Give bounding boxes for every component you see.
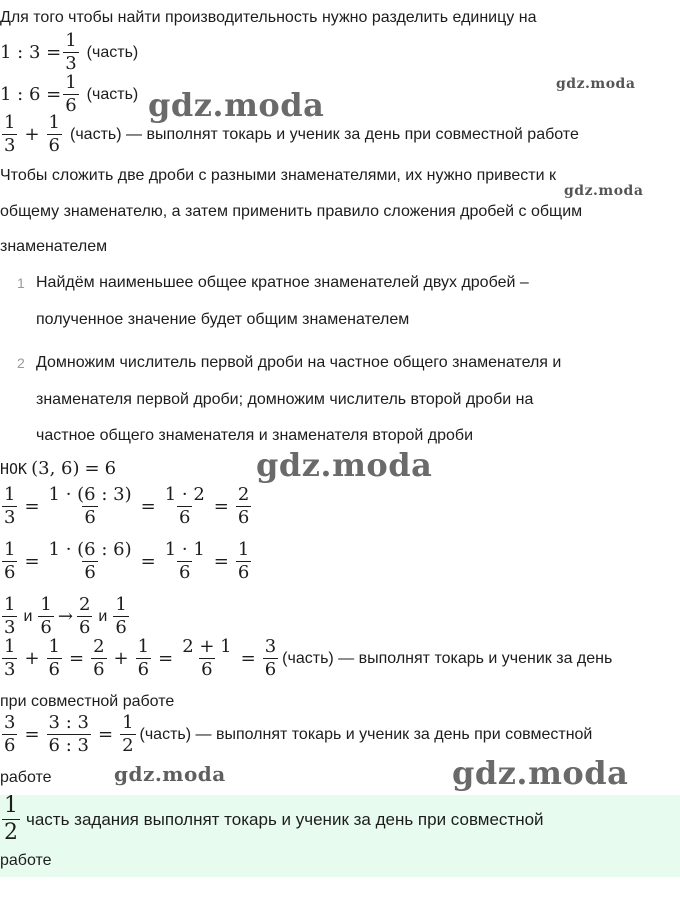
equation-1 [0,32,138,73]
eq2-note: (часть) [86,85,139,103]
sum-note: (часть) — выполнят токарь и ученик за день [282,649,613,667]
eq1-lhs: 1 : 3 = [0,42,62,63]
eq3-note: (часть) — выполнят токарь и ученик за день при совместной работе [70,125,579,143]
eq2-lhs: 1 : 6 = [0,84,62,105]
eq3-fraction-a: $\frac{1}{3}$ [4,112,16,156]
equation-2 [0,74,138,115]
watermark: gdz.moda [114,762,226,786]
calc-line-1: $\frac{1}{3}$ = $\frac{1 \cdot (6 : 3)}{6}$ = $\frac{1 \cdot 2}{6}$ = $\frac{2}{6}$ [4,484,250,528]
watermark: gdz.moda [452,754,629,792]
reduce-note-line-2: работе [0,769,52,786]
eq2-fraction: $\frac{1}{6}$ [65,72,77,116]
watermark: gdz.moda [148,86,325,124]
step-1-line-2: полученное значение будет общим знаменателем [36,311,410,328]
reduce-line: $\frac{3}{6}$ = $\frac{3 : 3}{6 : 3}$ = $\frac{1}{2}$ (часть) — выполнят токарь и ученик за день при совместной [4,712,593,756]
step-2-line-1: Домножим числитель первой дроби на частное общего знаменателя и [36,354,562,371]
arrow-icon: → [57,606,73,627]
reduce-note: (часть) — выполнят токарь и ученик за день при совместной [139,725,593,743]
nok-label: НОК [0,459,28,478]
eq1-fraction: $\frac{1}{3}$ [65,30,77,74]
step-1-number: 1 [17,275,25,291]
answer-line-2: работе [0,852,52,869]
answer-line-1: часть задания выполнят токарь и ученик за день при совместной [26,809,544,829]
step-2-line-2: знаменателя первой дроби; домножим числитель второй дроби на [36,391,534,408]
answer-box [0,795,680,877]
equation-3: $\frac{1}{3}$ + $\frac{1}{6}$ (часть) — выполнят токарь и ученик за день при совместной работе [4,112,579,156]
watermark: gdz.moda [556,76,636,92]
eq1-note: (часть) [86,43,139,61]
rule-line-3: знаменателем [0,238,108,255]
watermark: gdz.moda [256,446,433,484]
answer-fraction: $\frac{1}{2}$ [4,793,18,845]
convert-line: $\frac{1}{3}$ и $\frac{1}{6}$ → $\frac{2}{6}$ и $\frac{1}{6}$ [4,594,127,638]
step-1-line-1: Найдём наименьшее общее кратное знаменателей двух дробей – [36,274,529,291]
rule-line-1: Чтобы сложить две дроби с разными знаменателями, их нужно привести к [0,167,557,184]
intro-text: Для того чтобы найти производительность нужно разделить единицу на [0,9,537,26]
sum-note-line-2: при совместной работе [0,693,175,710]
nok-line: НОК (3, 6) = 6 [0,458,117,479]
rule-line-2: общему знаменателю, а затем применить правило сложения дробей с общим [0,203,583,220]
eq3-fraction-b: $\frac{1}{6}$ [48,112,60,156]
step-2-number: 2 [17,355,25,371]
watermark: gdz.moda [564,183,644,199]
sum-line: $\frac{1}{3}$ + $\frac{1}{6}$ = $\frac{2}{6}$ + $\frac{1}{6}$ = $\frac{2 + 1}{6}$ = $\frac{3}{6}$ (часть) — выполнят токарь и ученик за день [4,636,613,680]
calc-line-2: $\frac{1}{6}$ = $\frac{1 \cdot (6 : 6)}{6}$ = $\frac{1 \cdot 1}{6}$ = $\frac{1}{6}$ [4,539,250,583]
step-2-line-3: частное общего знаменателя и знаменателя второй дроби [36,427,474,444]
